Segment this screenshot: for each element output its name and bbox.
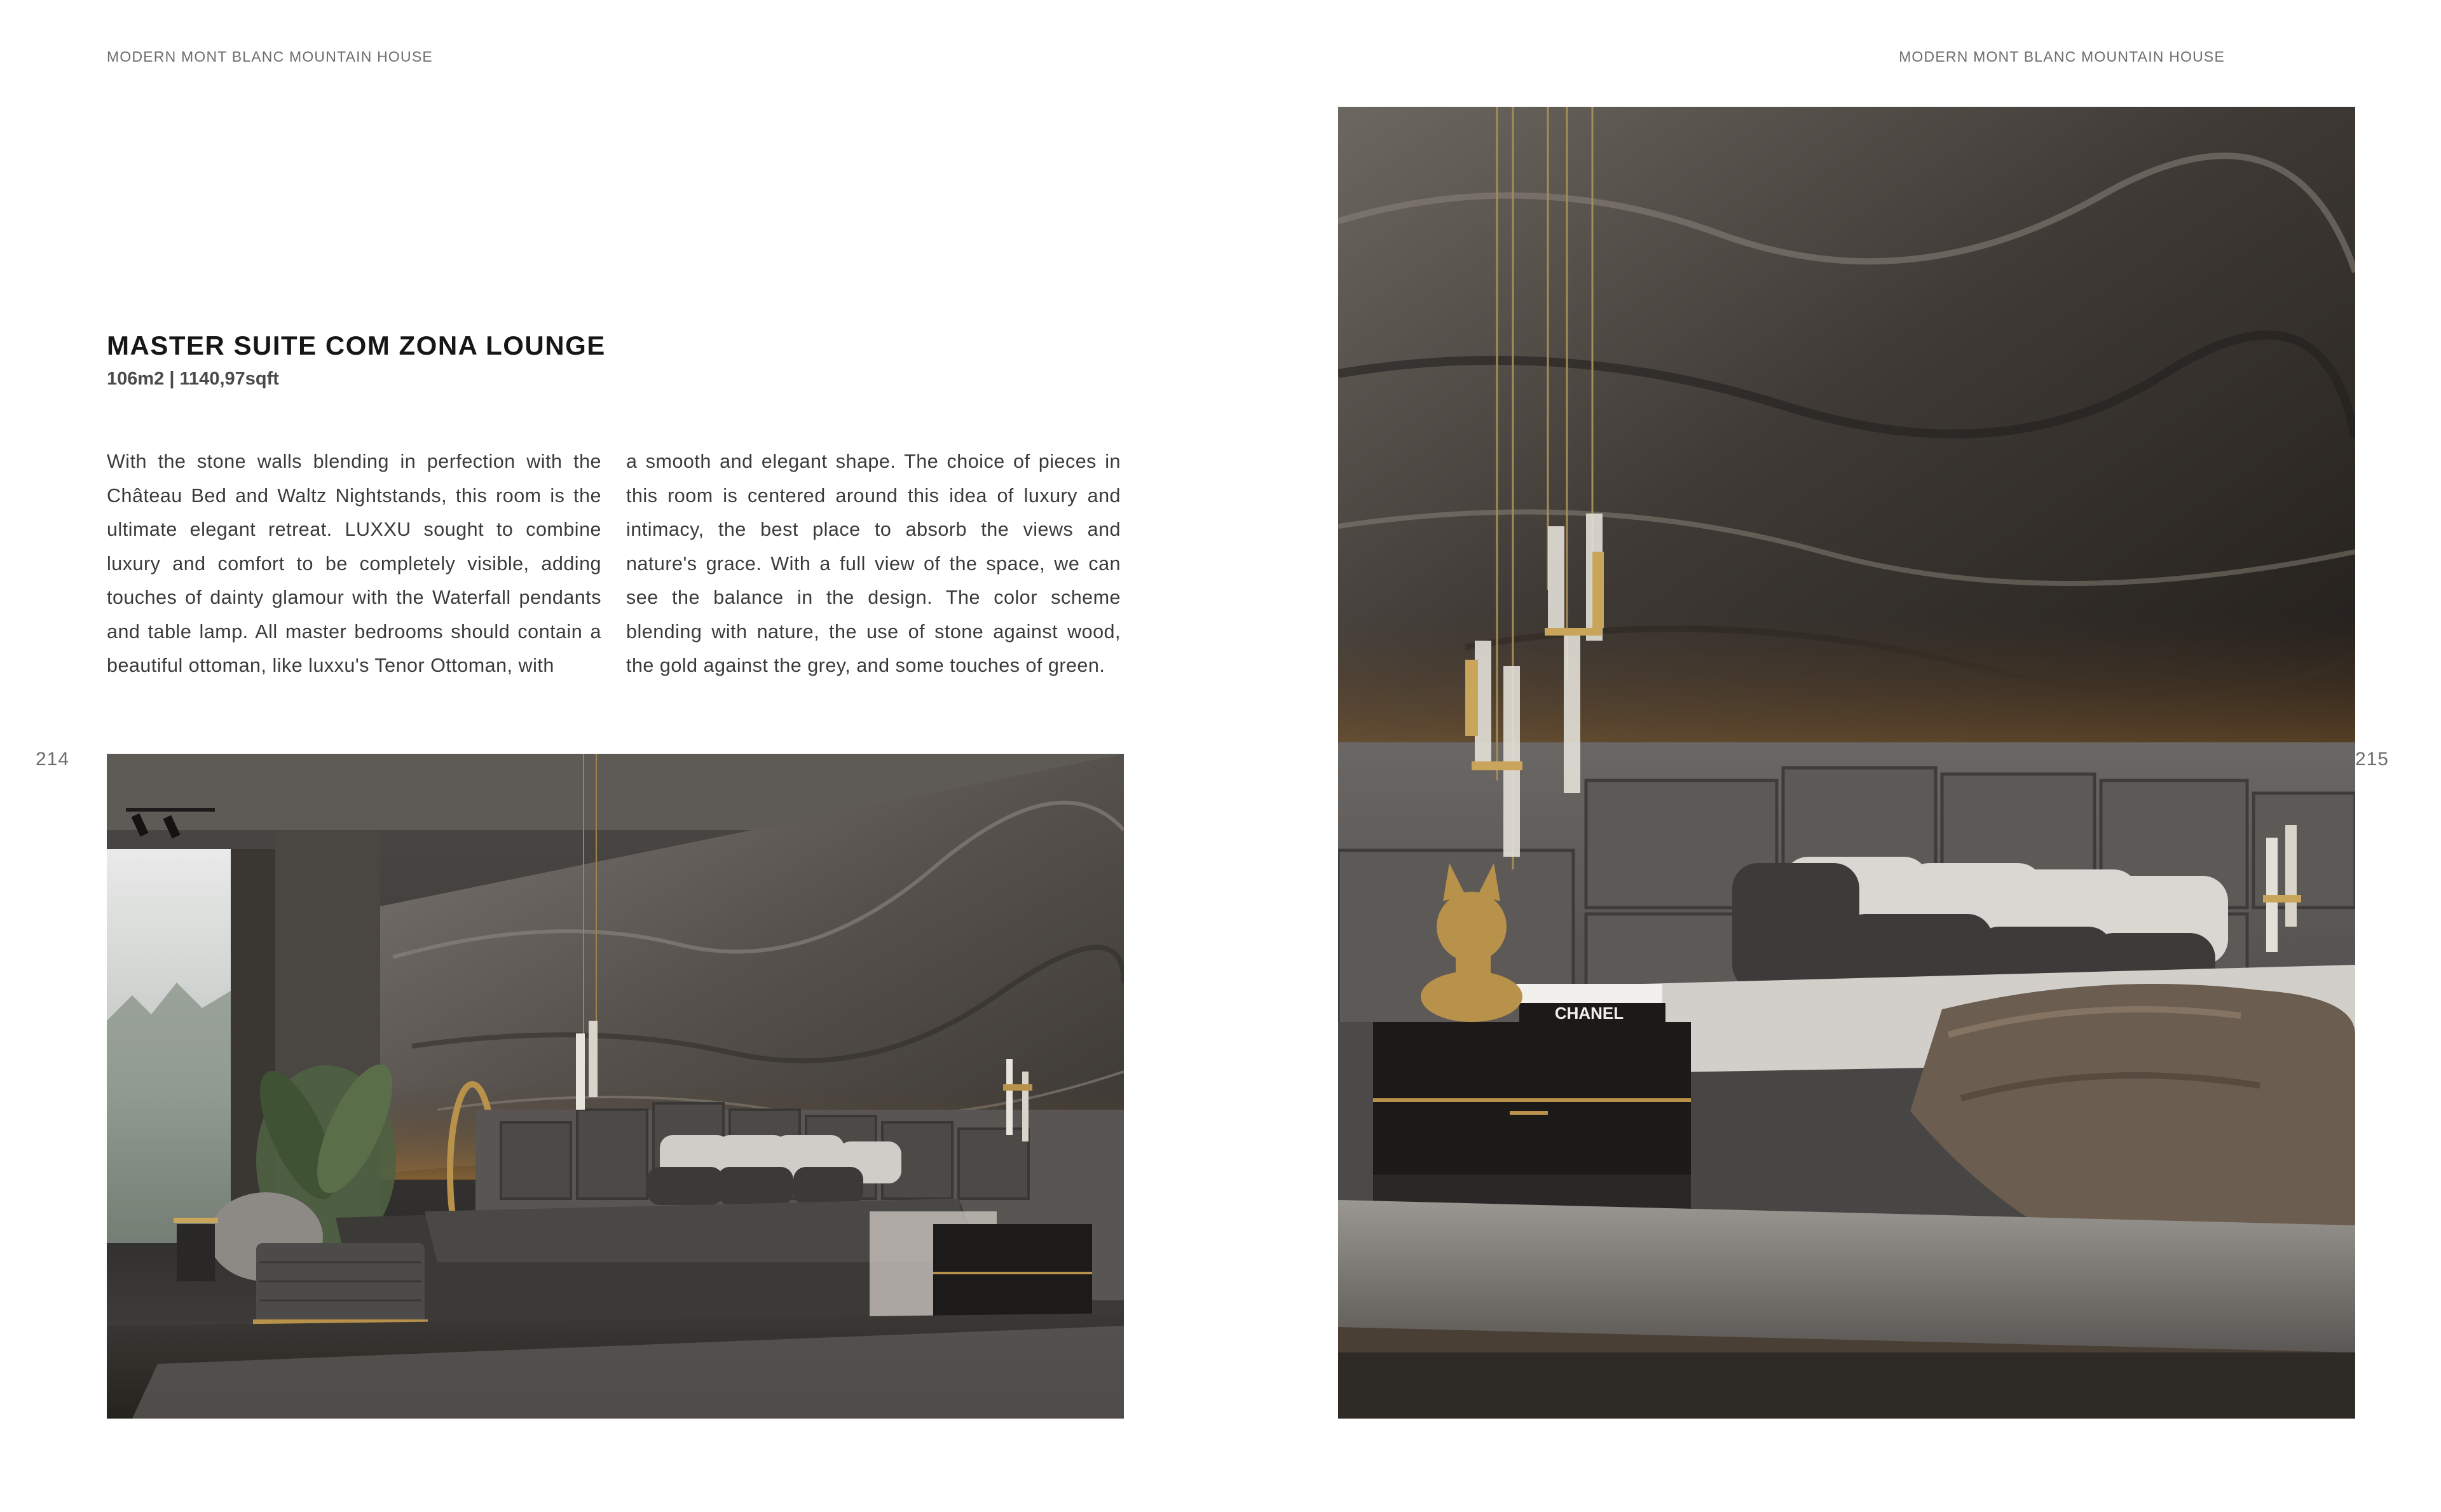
body-column-2: a smooth and elegant shape. The choice of pieces in this room is centered around this idea of luxury and intimacy, the best place to absorb the views and nature's grace. With a full view of the space, we can see the balance in the design. The color scheme blending with nature, the use of stone against wood, the gold against the grey, and some touches of green. (626, 451, 1121, 676)
chanel-book-label: CHANEL (1554, 1004, 1624, 1023)
running-head-right: MODERN MONT BLANC MOUNTAIN HOUSE (1899, 48, 2225, 65)
page-number-left: 214 (36, 749, 70, 770)
bedside-closeup-illustration (1338, 107, 2355, 1419)
bedroom-wide-illustration (107, 754, 1124, 1419)
running-head-left: MODERN MONT BLANC MOUNTAIN HOUSE (107, 48, 433, 65)
section-area: 106m2 | 1140,97sqft (107, 369, 279, 389)
page-number-right: 215 (2355, 749, 2389, 770)
section-title: MASTER SUITE COM ZONA LOUNGE (107, 330, 606, 360)
bedside-closeup-photo (1338, 107, 2355, 1419)
bedroom-wide-photo (107, 754, 1124, 1419)
body-column-1: With the stone walls blending in perfection with the Château Bed and Waltz Nightstands, this room is the ultimate elegant retreat. LUXXU sought to combine luxury and comfort to be completely visible, adding touches of dainty glamour with the Waterfall pendants and table lamp. All master bedrooms should contain a beautiful ottoman, like luxxu's Tenor Ottoman, with (107, 451, 601, 676)
